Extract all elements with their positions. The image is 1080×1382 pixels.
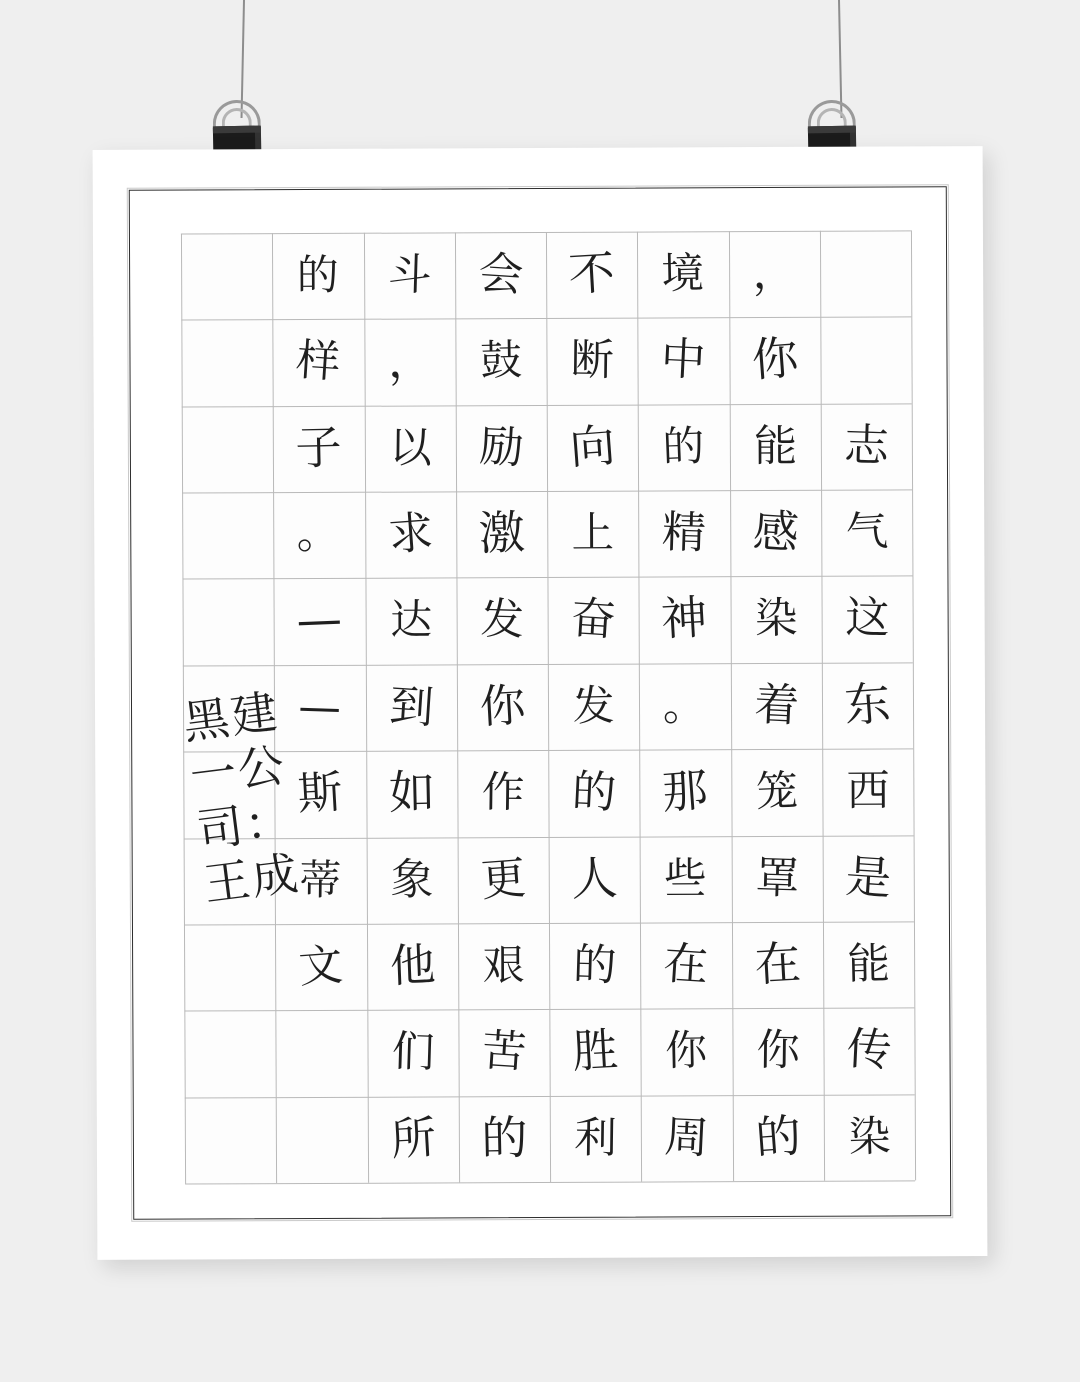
handwritten-char [820, 1005, 917, 1097]
char-glyph: 是 [843, 849, 893, 906]
char-glyph: 求 [386, 506, 435, 562]
handwritten-char [546, 748, 641, 839]
handwritten-char [728, 1090, 829, 1186]
char-glyph: 的 [661, 421, 706, 472]
handwritten-char [723, 312, 825, 410]
handwritten-char [818, 831, 918, 926]
char-glyph: 所 [389, 1111, 437, 1167]
char-glyph: 达 [389, 596, 432, 646]
handwritten-char [725, 486, 825, 581]
handwritten-char [460, 925, 547, 1007]
char-glyph: 更 [478, 851, 528, 907]
handwritten-char [360, 315, 459, 409]
handwritten-char [731, 577, 821, 662]
char-glyph: 感 [751, 504, 800, 561]
char-glyph: 蒂 [299, 855, 342, 905]
paper-frame [93, 146, 988, 1260]
char-glyph: 气 [844, 506, 889, 558]
handwritten-char [454, 403, 549, 494]
handwritten-char [634, 572, 735, 668]
handwritten-char [454, 833, 553, 927]
handwritten-char [732, 750, 822, 835]
char-glyph: 们 [390, 1027, 435, 1078]
char-glyph: 的 [480, 1111, 528, 1166]
handwritten-char [728, 660, 825, 752]
handwritten-char [367, 1010, 458, 1096]
char-glyph: 向 [567, 419, 618, 476]
handwritten-char [542, 400, 643, 496]
char-glyph: 你 [478, 679, 527, 735]
char-glyph: 到 [387, 680, 435, 734]
handwritten-char [270, 402, 368, 495]
handwritten-char [270, 316, 367, 408]
handwritten-char [641, 837, 730, 921]
char-glyph: 会 [476, 247, 525, 303]
handwritten-char [458, 751, 547, 836]
char-glyph: 罩 [754, 852, 800, 905]
char-glyph: 神 [659, 591, 710, 648]
char-glyph: 周 [663, 1111, 710, 1165]
char-glyph: 鼓 [479, 336, 523, 386]
handwritten-char [730, 834, 824, 923]
handwritten-char [824, 922, 914, 1007]
char-glyph: 人 [570, 851, 619, 907]
handwritten-char [823, 749, 913, 834]
char-glyph: 文 [297, 939, 345, 994]
handwritten-char [453, 660, 552, 754]
char-glyph: 。 [662, 680, 707, 732]
char-glyph: 他 [388, 938, 436, 994]
handwritten-char [365, 406, 454, 491]
char-glyph: 断 [570, 335, 615, 387]
char-glyph: 在 [752, 936, 802, 993]
handwritten-char [367, 580, 454, 662]
handwritten-char [730, 404, 820, 489]
char-glyph: 胜 [570, 1024, 620, 1080]
handwritten-char [727, 917, 828, 1013]
handwritten-char [546, 1005, 645, 1099]
handwritten-char [638, 232, 728, 317]
char-glyph: 能 [846, 939, 891, 990]
handwritten-char [639, 663, 730, 749]
char-glyph: 你 [664, 1026, 708, 1077]
char-glyph: 在 [662, 937, 711, 993]
handwritten-char [363, 920, 461, 1013]
handwritten-char [824, 1095, 914, 1180]
char-glyph: 苦 [480, 1025, 528, 1079]
handwritten-char [821, 575, 913, 663]
char-glyph: 志 [843, 419, 890, 473]
char-glyph: 样 [294, 335, 343, 389]
handwritten-characters [181, 230, 915, 1183]
char-glyph: ， [385, 333, 434, 390]
handwritten-char [642, 1010, 730, 1094]
handwritten-char [819, 401, 914, 492]
handwritten-char [728, 230, 820, 318]
char-glyph: 奋 [569, 592, 618, 648]
handwritten-char [457, 320, 545, 404]
handwritten-char [544, 574, 642, 668]
char-glyph: 东 [842, 676, 893, 734]
handwritten-char [635, 745, 736, 841]
char-glyph: 你 [749, 331, 800, 389]
char-glyph: 那 [660, 764, 710, 821]
handwritten-char [452, 487, 551, 581]
handwritten-char [545, 832, 644, 926]
handwritten-char [361, 488, 460, 582]
handwritten-char [271, 575, 369, 668]
char-glyph: 笼 [754, 766, 799, 817]
handwritten-char [635, 315, 732, 407]
char-glyph: 染 [753, 593, 798, 645]
handwritten-char [551, 1096, 640, 1181]
char-glyph: 能 [753, 421, 797, 472]
char-glyph: 上 [571, 508, 615, 559]
char-glyph: 你 [755, 1025, 800, 1077]
char-glyph: ， [751, 247, 797, 300]
char-glyph: 以 [388, 423, 432, 473]
char-glyph: 的 [570, 766, 618, 820]
char-glyph: 。 [296, 508, 342, 561]
char-glyph: 境 [661, 248, 705, 300]
handwritten-char [456, 577, 548, 665]
char-glyph: 的 [753, 1109, 803, 1166]
char-glyph: 如 [387, 766, 436, 821]
handwritten-char [365, 836, 459, 925]
char-glyph: 这 [844, 592, 890, 645]
char-glyph: 的 [297, 251, 340, 300]
handwritten-char [274, 235, 361, 317]
char-glyph: 子 [295, 421, 343, 476]
char-glyph: 艰 [482, 941, 525, 991]
handwritten-char [637, 489, 731, 578]
char-glyph: 传 [845, 1023, 893, 1078]
char-glyph: 染 [847, 1111, 892, 1162]
signature-text: 黑建一公司：王成 [180, 684, 303, 912]
handwritten-char [637, 919, 735, 1013]
handwritten-char [456, 1007, 553, 1099]
handwritten-char [547, 318, 638, 404]
char-glyph: 激 [477, 506, 526, 562]
handwritten-char [272, 921, 369, 1014]
handwritten-char [541, 227, 642, 323]
char-glyph: 利 [573, 1113, 618, 1164]
char-glyph: 不 [567, 246, 617, 303]
handwritten-char [455, 1093, 553, 1186]
char-glyph: 精 [661, 506, 707, 560]
grid-paper [181, 230, 915, 1183]
char-glyph: 斯 [296, 766, 345, 821]
handwritten-char [732, 1008, 823, 1094]
char-glyph: 励 [478, 421, 525, 475]
char-glyph: 发 [479, 594, 525, 647]
handwritten-char [272, 491, 366, 580]
char-glyph: 西 [846, 766, 890, 817]
char-glyph: 些 [664, 853, 708, 904]
char-glyph: — [295, 593, 344, 649]
char-glyph: — [297, 682, 342, 733]
handwritten-char [639, 1093, 734, 1184]
handwritten-char [363, 232, 455, 320]
handwritten-char [549, 665, 637, 749]
handwritten-char [639, 405, 729, 490]
handwritten-char [821, 489, 912, 576]
char-glyph: 斗 [386, 249, 432, 301]
handwritten-char [549, 922, 641, 1010]
handwritten-char [549, 492, 638, 576]
char-glyph: 象 [389, 853, 435, 906]
handwritten-char [451, 228, 549, 322]
handwritten-char [363, 748, 461, 841]
char-glyph: 中 [659, 333, 708, 388]
char-glyph: 的 [572, 939, 618, 992]
handwritten-char [364, 1093, 462, 1186]
char-glyph: 着 [752, 678, 800, 733]
handwritten-char [363, 661, 460, 753]
char-glyph: 作 [481, 768, 525, 818]
char-glyph: 发 [572, 681, 616, 731]
handwritten-char [816, 657, 918, 755]
